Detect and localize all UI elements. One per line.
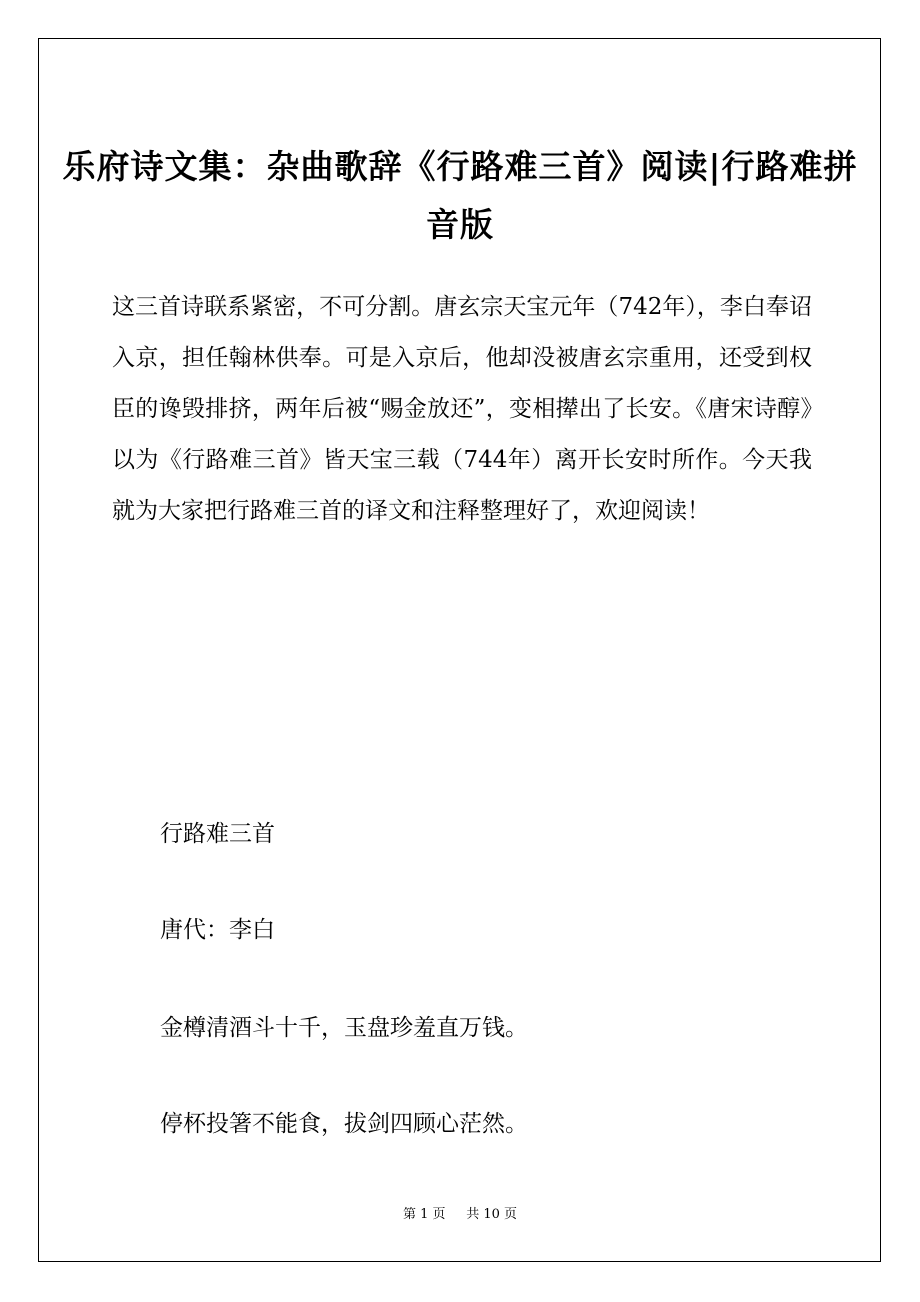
poem-line: 金樽清酒斗十千，玉盘珍羞直万钱。 <box>160 1015 528 1041</box>
document-title: 乐府诗文集：杂曲歌辞《行路难三首》阅读|行路难拼音版 <box>62 147 858 244</box>
page-footer <box>0 1205 920 1225</box>
page-number: 第 1 页 <box>402 1207 446 1222</box>
intro-paragraph: 这三首诗联系紧密，不可分割。唐玄宗天宝元年（742年），李白奉诏入京，担任翰林供奉。可是入京后，他却没被唐玄宗重用，还受到权臣的谗毁排挤，两年后被“赐金放还”，变相撵出了长安。《唐宋诗醇》以为《行路难三首》皆天宝三载（744年）离开长安时所作。今天我就为大家把行路难三首的译文和注释整理好了，欢迎阅读！ <box>112 294 812 524</box>
poem-author: 唐代：李白 <box>160 917 275 943</box>
poem-heading: 行路难三首 <box>160 821 275 847</box>
poem-line: 停杯投箸不能食，拔剑四顾心茫然。 <box>160 1111 528 1137</box>
page-total: 共 10 页 <box>466 1207 518 1222</box>
